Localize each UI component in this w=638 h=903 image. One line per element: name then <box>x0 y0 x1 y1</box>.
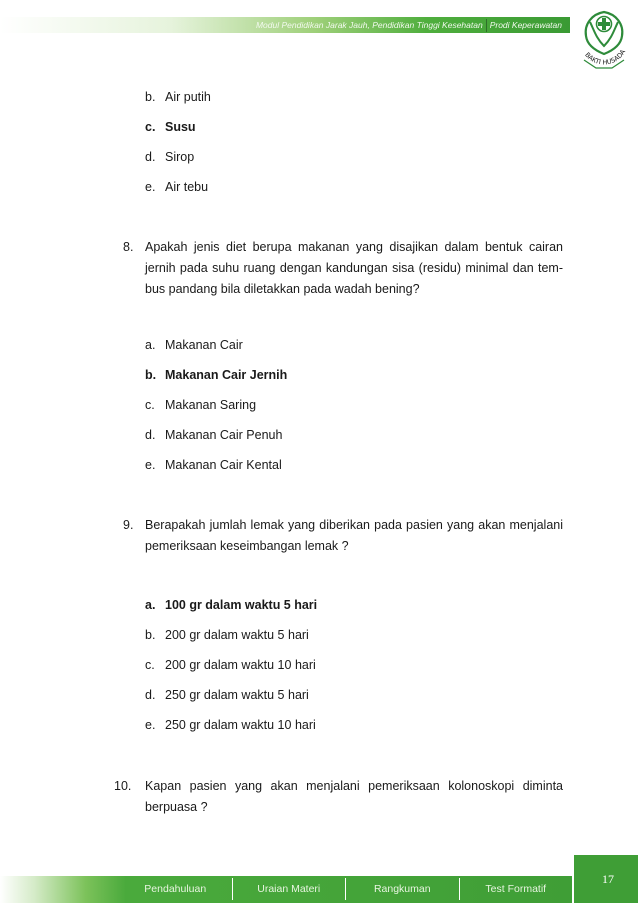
question-text: Berapakah jumlah lemak yang diberikan pada pasien yang akan menjalani pemeriksaan keseimbangan lemak ? <box>145 518 563 553</box>
question-number: 10. <box>114 779 132 793</box>
option-9a-answer: a. 100 gr dalam waktu 5 hari <box>145 598 318 612</box>
option-9e: e. 250 gr dalam waktu 10 hari <box>145 718 316 732</box>
logo-text: BAKTI HUSADA <box>583 48 628 67</box>
option-7c-answer: c. Susu <box>145 120 196 134</box>
page-number: 17 <box>602 872 614 886</box>
tab-rangkuman[interactable]: Rangkuman <box>346 878 460 900</box>
tab-test-formatif[interactable]: Test Formatif <box>485 883 547 895</box>
header-title <box>256 17 562 33</box>
question-8 <box>123 237 563 300</box>
tab-uraian-materi[interactable]: Uraian Materi <box>233 878 347 900</box>
option-9c: c. 200 gr dalam waktu 10 hari <box>145 658 316 672</box>
bakti-husada-logo <box>574 6 634 78</box>
question-text: Kapan pasien yang akan menjalani pemeriksaan kolonoskopi diminta berpuasa ? <box>145 779 563 814</box>
footer-nav <box>119 878 572 900</box>
header-separator <box>486 19 487 32</box>
question-9 <box>123 515 563 557</box>
option-8c: c. Makanan Saring <box>145 398 257 412</box>
question-text: Apakah jenis diet berupa makanan yang disajikan dalam bentuk cairan jernih pada suhu ruang dengan kandungan sisa (residu) minimal dan tem- bus pandang bila diletakkan pada wadah bening? <box>145 240 563 296</box>
program-name: Prodi Keperawatan <box>489 20 562 30</box>
tab-pendahuluan[interactable]: Pendahuluan <box>119 878 233 900</box>
option-8b-answer: b. Makanan Cair Jernih <box>145 368 288 382</box>
question-number: 9. <box>123 518 134 532</box>
module-title: Modul Pendidikan Jarak Jauh, Pendidikan Tinggi Kesehatan <box>255 20 483 30</box>
option-7b: b. Air putih <box>145 90 211 104</box>
option-8a: a. Makanan Cair <box>145 338 243 352</box>
option-8d: d. Makanan Cair Penuh <box>145 428 283 442</box>
option-7e: e. Air tebu <box>145 180 209 194</box>
page-number-box <box>574 855 638 903</box>
option-9b: b. 200 gr dalam waktu 5 hari <box>145 628 309 642</box>
option-7d: d. Sirop <box>145 150 195 164</box>
option-8e: e. Makanan Cair Kental <box>145 458 282 472</box>
question-number: 8. <box>123 240 134 254</box>
question-10 <box>114 776 563 818</box>
option-9d: d. 250 gr dalam waktu 5 hari <box>145 688 309 702</box>
